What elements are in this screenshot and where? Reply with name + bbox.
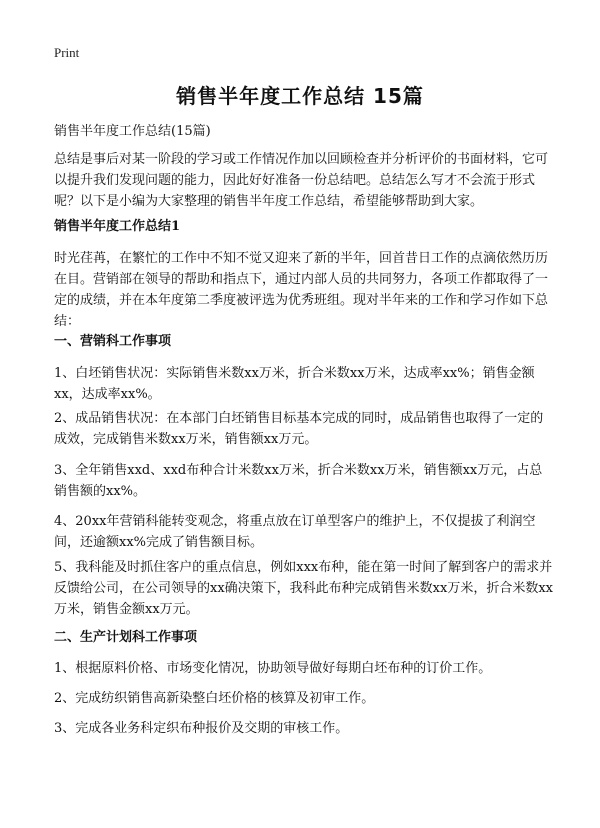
list-item-text: 1、白坯销售状况：实际销售米数xx万米，折合米数xx万米，达成率xx%；销售金额xx，达成率xx%。: [54, 366, 535, 402]
list-item: [54, 718, 554, 739]
list-item: [54, 511, 554, 553]
list-item: [54, 460, 554, 502]
list-item-text: 1、根据原料价格、市场变化情况，协助领导做好每期白坯布种的订价工作。: [54, 661, 492, 676]
document-title: 销售半年度工作总结 15篇: [176, 84, 424, 108]
intro-paragraph: [54, 149, 554, 212]
print-link[interactable]: Print: [54, 45, 80, 60]
list-item-text: 5、我科能及时抓住客户的重点信息，例如xxx布种，能在第一时间了解到客户的需求并反馈给公司，在公司领导的xx确决策下，我科此布种完成销售米数xx万米，折合米数xx万米，销售金额xx万元。: [54, 560, 553, 617]
list-item: [54, 363, 554, 405]
section-intro-text: 时光荏苒，在繁忙的工作中不知不觉又迎来了新的半年，回首昔日工作的点滴依然历历在目。营销部在领导的帮助和指点下，通过内部人员的共同努力，各项工作都取得了一定的成绩，并在本年度第二季度被评选为优秀班组。现对半年来的工作和学习作如下总结：: [54, 251, 549, 329]
list-item-text: 3、全年销售xxd、xxd布种合计米数xx万米，折合米数xx万米，销售额xx万元，占总销售额的xx%。: [54, 463, 543, 499]
section-intro-paragraph: [54, 248, 554, 332]
heading-sales-section: 一、营销科工作事项: [54, 334, 172, 349]
section-title: 销售半年度工作总结1: [54, 219, 181, 234]
list-item: [54, 658, 554, 679]
list-item-text: 2、成品销售状况：在本部门白坯销售目标基本完成的同时，成品销售也取得了一定的成效，完成销售米数xx万米，销售额xx万元。: [54, 411, 544, 447]
list-item: [54, 408, 554, 450]
list-item-text: 2、完成纺织销售高新染整白坯价格的核算及初审工作。: [54, 691, 375, 706]
intro-text: 总结是事后对某一阶段的学习或工作情况作加以回顾检查并分析评价的书面材料，它可以提升我们发现问题的能力，因此好好准备一份总结吧。总结怎么写才不会流于形式呢？以下是小编为大家整理的销售半年度工作总结，希望能够帮助到大家。: [54, 152, 549, 209]
list-item: [54, 688, 554, 709]
list-item-text: 4、20xx年营销科能转变观念，将重点放在订单型客户的维护上，不仅提拔了利润空间，还逾额xx%完成了销售额目标。: [54, 514, 536, 550]
heading-production-section: 二、生产计划科工作事项: [54, 630, 198, 645]
list-item: [54, 557, 554, 620]
list-item-text: 3、完成各业务科定织布种报价及交期的审核工作。: [54, 721, 349, 736]
document-subtitle: 销售半年度工作总结(15篇): [54, 124, 211, 139]
